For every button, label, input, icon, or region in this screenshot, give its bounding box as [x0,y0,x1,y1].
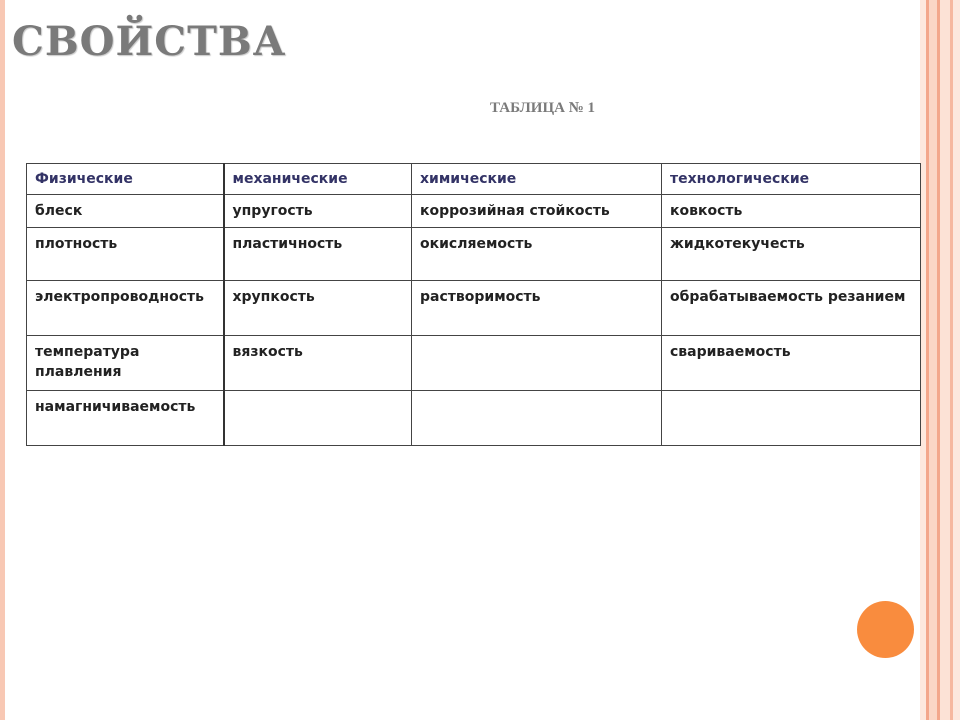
table-cell [412,336,662,391]
table-row [27,281,921,336]
table-cell [224,391,412,446]
left-decorative-stripe [0,0,5,720]
table-row [27,195,921,228]
table-row [27,336,921,391]
table-cell: окисляемость [412,228,662,281]
table-cell: ковкость [662,195,921,228]
table-cell: свариваемость [662,336,921,391]
table-cell: коррозийная стойкость [412,195,662,228]
decorative-circle-icon [857,601,914,658]
table-cell: вязкость [224,336,412,391]
header-mechanical: механические [224,164,412,195]
table-row [27,391,921,446]
table-header-row [27,164,921,195]
table-cell: растворимость [412,281,662,336]
table-cell: электропроводность [27,281,224,336]
table-cell: температура плавления [27,336,224,391]
header-technological: технологические [662,164,921,195]
table-cell: пластичность [224,228,412,281]
table-cell: намагничиваемость [27,391,224,446]
table-cell: блеск [27,195,224,228]
table-cell: жидкотекучесть [662,228,921,281]
table-row [27,228,921,281]
slide-title: СВОЙСТВА [12,18,287,65]
table-cell: обрабатываемость резанием [662,281,921,336]
table-cell: упругость [224,195,412,228]
table-cell: хрупкость [224,281,412,336]
table-cell [412,391,662,446]
right-decorative-band [920,0,960,720]
header-chemical: химические [412,164,662,195]
properties-table [26,163,921,446]
header-physical: Физические [27,164,224,195]
table-cell: плотность [27,228,224,281]
table-cell [662,391,921,446]
table-caption: ТАБЛИЦА № 1 [490,100,596,116]
